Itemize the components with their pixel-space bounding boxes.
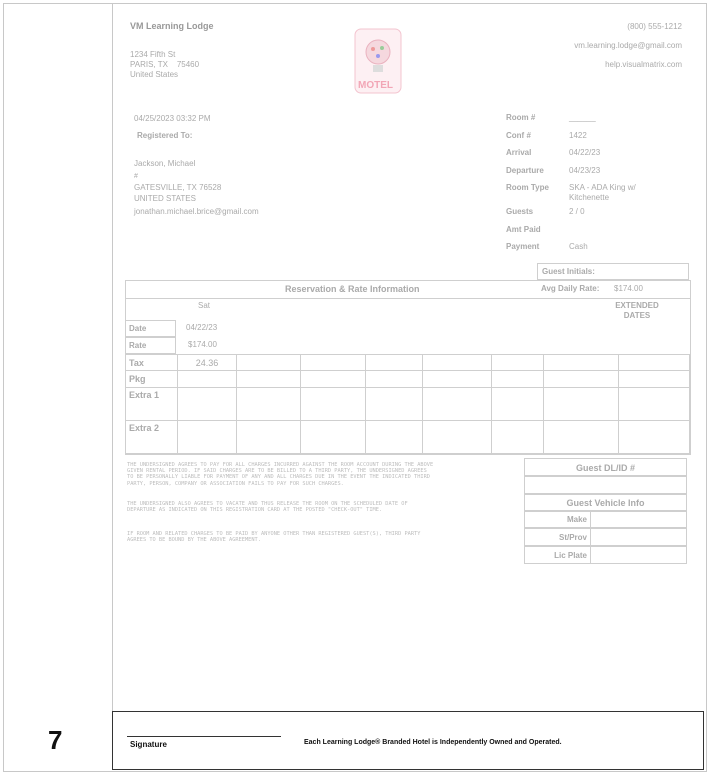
detail-value-guests: 2 / 0: [569, 207, 585, 216]
rate-row-value: $174.00: [188, 340, 217, 349]
guest-email: jonathan.michael.brice@gmail.com: [134, 207, 259, 216]
stprov-label: St/Prov: [524, 528, 591, 546]
detail-label-payment: Payment: [506, 242, 540, 251]
motel-logo: [354, 28, 402, 94]
tax-row-label: Tax: [126, 355, 178, 371]
pkg-row-label: Pkg: [126, 371, 178, 388]
detail-value-room: ______: [569, 113, 596, 122]
logo-text: MOTEL: [358, 80, 393, 91]
guest-initials-box[interactable]: [537, 263, 689, 280]
hotel-email: vm.learning.lodge@gmail.com: [574, 41, 682, 50]
make-label: Make: [524, 511, 591, 528]
page-number: 7: [48, 725, 63, 755]
tax-row-value: 24.36: [178, 355, 237, 371]
detail-label-amt-paid: Amt Paid: [506, 225, 541, 234]
legal-paragraph-1: THE UNDERSIGNED AGREES TO PAY FOR ALL CHARGES INCURRED AGAINST THE ROOM ACCOUNT DURING THE ABOVE GIVEN RENTAL PERIOD. IF SAID CHARGES ARE TO BE BILLED TO A THIRD PARTY, THE UNDERSIGNED AGREES TO BE PERSONALLY LIABLE FOR PAYMENT OF ANY AND ALL CHARGES DUE IN THE EVENT THE INDICATED THIRD PARTY, PERSON, COMPANY OR ASSOCIATION FAILS TO PAY FOR SUCH CHARGES.: [127, 462, 434, 487]
guest-line2: #: [134, 173, 138, 180]
hotel-name: VM Learning Lodge: [130, 21, 214, 31]
avg-rate-label: Avg Daily Rate:: [541, 284, 600, 293]
hotel-country: United States: [130, 70, 179, 79]
guest-country: UNITED STATES: [134, 194, 196, 203]
stprov-field[interactable]: [590, 528, 687, 546]
detail-label-room-type: Room Type: [506, 183, 549, 192]
footer-disclaimer: Each Learning Lodge® Branded Hotel is Independently Owned and Operated.: [304, 739, 562, 746]
date-row-label: Date: [125, 320, 176, 337]
guest-city: GATESVILLE, TX 76528: [134, 183, 222, 192]
detail-value-payment: Cash: [569, 242, 588, 251]
detail-label-conf: Conf #: [506, 131, 531, 140]
hotel-city: PARIS, TX 75460: [130, 60, 200, 69]
registration-datetime: 04/25/2023 03:32 PM: [134, 114, 211, 123]
detail-value-conf: 1422: [569, 131, 587, 140]
extra1-row-label: Extra 1: [126, 388, 178, 421]
extra2-row-label: Extra 2: [126, 421, 178, 454]
hotel-address1: 1234 Fifth St: [130, 50, 176, 59]
guest-dl-label: Guest DL/ID #: [524, 458, 687, 476]
avg-rate-value: $174.00: [614, 284, 643, 293]
rate-row-label: Rate: [125, 337, 176, 354]
detail-label-arrival: Arrival: [506, 148, 532, 157]
detail-value-departure: 04/23/23: [569, 166, 601, 175]
rate-info-title: Reservation & Rate Information: [285, 284, 420, 294]
guest-dl-field[interactable]: [524, 476, 687, 494]
detail-label-departure: Departure: [506, 166, 544, 175]
left-margin-divider: [112, 3, 113, 711]
charges-grid: [125, 354, 690, 454]
hotel-phone: (800) 555-1212: [627, 22, 682, 31]
make-field[interactable]: [590, 511, 687, 528]
signature-line[interactable]: [127, 736, 281, 737]
extended-dates-label: EXTENDED DATES: [615, 301, 659, 320]
registered-to-label: Registered To:: [137, 131, 193, 140]
legal-paragraph-3: IF ROOM AND RELATED CHARGES TO BE PAID BY ANYONE OTHER THAN REGISTERED GUEST(S), THIRD PARTY AGREES TO BE BOUND BY THE ABOVE AGREEMENT.: [127, 531, 421, 544]
detail-value-arrival: 04/22/23: [569, 148, 601, 157]
signature-label: Signature: [130, 740, 167, 749]
hotel-help: help.visualmatrix.com: [605, 60, 682, 69]
legal-paragraph-2: THE UNDERSIGNED ALSO AGREES TO VACATE AND THUS RELEASE THE ROOM ON THE SCHEDULED DATE OF DEPARTURE AS INDICATED ON THIS REGISTRATION CARD AT THE POSTED "CHECK-OUT" TIME.: [127, 501, 408, 514]
guest-name: Jackson, Michael: [134, 159, 196, 168]
detail-label-room: Room #: [506, 113, 536, 122]
guest-initials-label: Guest Initials:: [542, 267, 595, 276]
guest-vehicle-label: Guest Vehicle Info: [524, 494, 687, 511]
detail-label-guests: Guests: [506, 207, 534, 216]
plate-label: Lic Plate: [524, 546, 591, 564]
rate-day-header: Sat: [198, 301, 211, 310]
detail-value-room-type: SKA - ADA King w/ Kitchenette: [569, 183, 636, 202]
date-row-value: 04/22/23: [186, 323, 218, 332]
plate-field[interactable]: [590, 546, 687, 564]
